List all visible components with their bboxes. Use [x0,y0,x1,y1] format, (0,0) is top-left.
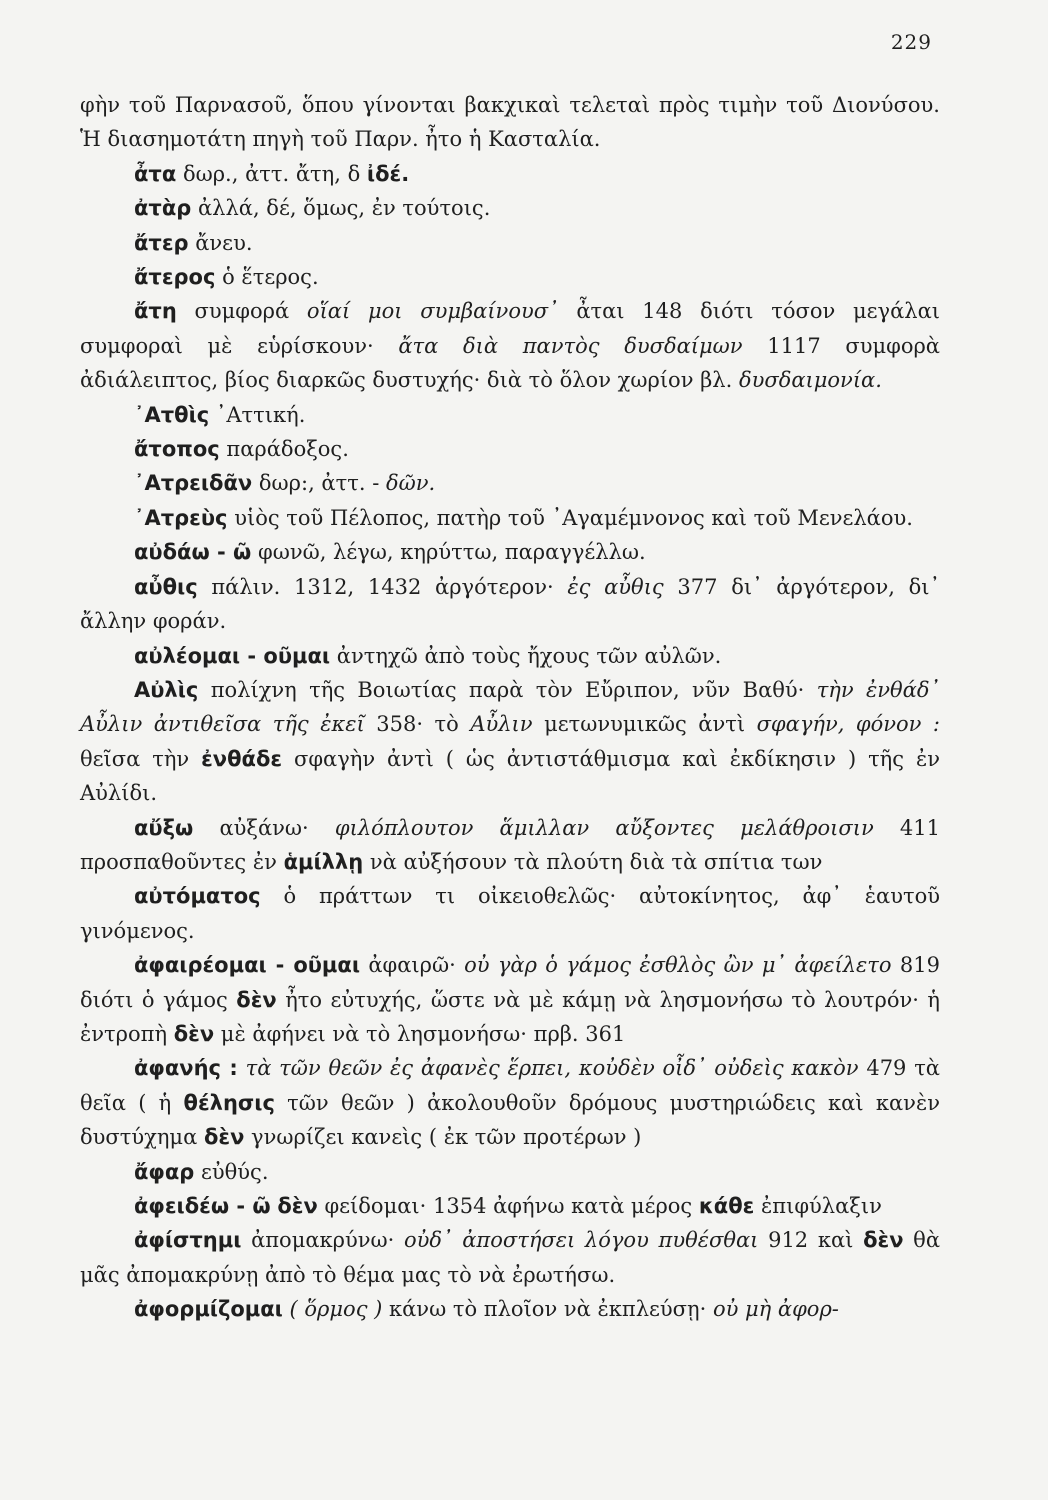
dictionary-entry [80,432,940,466]
entry-text: γνωρίζει κανεὶς ( ἐκ τῶν προτέρων ) [244,1125,642,1150]
entry-quotation: ἄτα διὰ παντὸς δυσδαίμων [398,333,743,358]
entry-text: 479 τὰ θεῖα ( ἡ [80,1056,940,1115]
entry-headword: ᾽Ατθὶς [134,402,210,427]
entry-headword: ἀφίστημι [134,1228,242,1253]
entry-text: ἀλλά, δέ, ὅμως, ἐν τούτοις. [191,196,491,221]
entry-text: υἱὸς τοῦ Πέλοπος, πατὴρ τοῦ ᾽Αγαμέμνονος καὶ τοῦ Μενελάου. [227,505,913,530]
entry-quotation: Αὖλιν [470,712,533,737]
dictionary-entry [80,570,940,639]
dictionary-entry [80,398,940,432]
entry-headword: ᾽Ατρειδᾶν [134,471,253,496]
entry-continuation [80,88,940,157]
entry-text: ᾽Αττική. [209,402,306,427]
dictionary-entry [80,1051,940,1154]
entry-headword: αὔξω [134,815,194,840]
entry-text: θεῖσα τὴν [80,746,202,771]
entry-headword: ἀφανής : [134,1056,238,1081]
entry-quotation: οὐ μὴ ἀφορ- [712,1297,839,1322]
entry-text: νὰ αὐξήσουν τὰ πλούτη διὰ τὰ σπίτια των [363,849,823,874]
entry-text: θὰ μᾶς ἀπομακρύνῃ ἀπὸ τὸ θέμα μας τὸ νὰ ἐρωτήσω. [80,1228,941,1287]
entry-headword: ἄτη [134,299,177,324]
dictionary-entry [80,1155,940,1189]
dictionary-entry [80,294,940,397]
entry-text: ἄνευ. [188,230,253,255]
entry-text: δωρ:, ἀττ. - [252,471,386,496]
dictionary-entry [80,1223,940,1292]
entry-headword: ἄτοπος [134,437,220,462]
dictionary-entry [80,948,940,1051]
entry-quotation: δῶν. [385,471,436,496]
entry-quotation: ( ὅρμος ) [289,1297,383,1322]
entry-headword: αὐδάω - ῶ [134,540,252,565]
entry-text: 411 προσπαθοῦντες ἐν [80,815,940,874]
dictionary-entry [80,260,940,294]
entry-headword: αὐλέομαι - οῦμαι [134,643,331,668]
entry-quotation: οἵαί μοι συμβαίνουσ᾽ [306,299,559,324]
entry-emphasis: κάθε [698,1194,755,1218]
dictionary-entry [80,501,940,535]
dictionary-entry [80,191,940,225]
entry-text: 912 καὶ [758,1228,864,1253]
entry-text: πολίχνη τῆς Βοιωτίας παρὰ τὸν Εὔριπον, νῦν Βαθύ· [198,677,817,702]
entry-quotation: τὴν ἐνθάδ᾽ Αὖλιν ἀντιθεῖσα τῆς ἐκεῖ [80,677,940,737]
entry-text: ὁ πράττων τι οἰκειοθελῶς· αὐτοκίνητος, ἀφ᾽ ἑαυτοῦ γινόμενος. [80,884,940,943]
entry-emphasis: δὲν [863,1228,904,1253]
entry-text: φὴν τοῦ Παρνασοῦ, ὅπου γίνονται βακχικαὶ τελεταὶ πρὸς τιμὴν τοῦ Διονύσου. Ἡ διασημοτάτη πηγὴ τοῦ Παρν. ἦτο ἡ Κασταλία. [80,93,940,152]
entry-emphasis: θέλησις [183,1090,275,1115]
entry-headword: ᾽Ατρεὺς [134,505,228,530]
entry-text: κάνω τὸ πλοῖον νὰ ἐκπλεύσῃ· [382,1297,713,1322]
dictionary-entry [80,157,940,191]
entry-text: ἀφαιρῶ· [360,953,465,978]
entry-text: φείδομαι· 1354 ἀφήνω κατὰ μέρος [317,1194,699,1218]
entry-emphasis: δὲν [173,1021,215,1046]
entry-headword: ἄτερος [134,265,216,290]
entry-text: σφαγὴν ἀντὶ ( ὡς ἀντιστάθμισμα καὶ ἐκδίκησιν ) τῆς ἐν Αὐλίδι. [80,746,940,806]
entry-text [283,1297,290,1321]
dictionary-entry [80,535,940,569]
entry-text: μὲ ἀφήνει νὰ τὸ λησμονήσω· πρβ. 361 [214,1021,626,1046]
entry-text: συμφορά [176,299,307,324]
entry-quotation: σφαγήν, φόνον : [756,712,941,737]
entry-text: ὁ ἕτερος. [215,265,319,290]
entry-emphasis: δὲν [277,1194,318,1218]
dictionary-entry [80,466,940,500]
entry-text: 1117 συμφορὰ ἀδιάλειπτος, βίος διαρκῶς δυστυχής· διὰ τὸ ὅλον χωρίον βλ. [80,333,940,393]
entry-headword: ἄφαρ [134,1159,195,1184]
entry-headword: αὐτόματος [134,884,261,909]
entry-headword: ἆτα [134,161,177,186]
entry-text: 819 διότι ὁ γάμος [80,953,940,1012]
entry-headword: ἀφειδέω - ῶ [134,1194,271,1218]
entry-emphasis: ἁμίλλῃ [283,849,364,874]
entry-text: τῶν θεῶν ) ἀκολουθοῦν δρόμους μυστηριώδεις καὶ κανὲν δυστύχημα [80,1090,940,1150]
entry-text: μετωνυμικῶς ἀντὶ [532,712,757,737]
entry-text [238,1056,246,1080]
entry-emphasis: ἰδέ. [366,161,410,186]
entry-quotation: τὰ τῶν θεῶν ἐς ἀφανὲς ἕρπει, κοὐδὲν οἶδ᾽ οὐδεὶς κακὸν [245,1056,859,1081]
entry-text: 358· τὸ [364,712,471,737]
entry-quotation: δυσδαιμονία. [738,368,882,393]
entry-text: ἆται 148 διότι τόσον μεγάλαι συμφοραὶ μὲ εὑρίσκουν· [80,299,940,358]
dictionary-entry [80,811,940,880]
dictionary-entry [80,226,940,260]
page-number: 229 [890,30,932,54]
dictionary-entry [80,1189,940,1223]
entry-text: ἦτο εὐτυχής, ὥστε νὰ μὲ κάμῃ νὰ λησμονήσω τὸ λουτρόν· ἡ ἐντροπὴ [80,987,941,1046]
entry-headword: ἀφορμίζομαι [134,1297,283,1322]
entry-text: αὐξάνω· [193,815,335,840]
entry-headword: Αὐλὶς [134,677,199,702]
entry-emphasis: δὲν [203,1125,245,1150]
entry-text: πάλιν. 1312, 1432 ἀργότερον· [197,574,568,599]
dictionary-entry [80,673,940,811]
entry-text: παράδοξος. [219,437,349,462]
entry-headword: αὖθις [134,574,198,599]
dictionary-entry [80,639,940,673]
entry-text: φωνῶ, λέγω, κηρύττω, παραγγέλλω. [251,540,646,565]
entry-text: εὐθύς. [194,1159,269,1184]
entry-quotation: φιλόπλουτον ἅμιλλαν αὔξοντες μελάθροισιν [334,815,874,840]
entry-text: 377 δι᾽ ἀργότερον, δι᾽ ἄλλην φοράν. [80,574,941,634]
entry-emphasis: ἐνθάδε [201,746,283,771]
book-page [80,0,940,1500]
entry-text: δωρ., ἀττ. ἄτη, δ [176,161,367,186]
entry-emphasis: δὲν [236,987,277,1012]
dictionary-entries [80,88,940,1327]
entry-text: ἐπιφύλαξιν [754,1194,882,1218]
entry-headword: ἄτερ [134,230,189,255]
dictionary-entry [80,879,940,948]
entry-text: ἀντηχῶ ἀπὸ τοὺς ἤχους τῶν αὐλῶν. [330,643,722,668]
entry-quotation: οὐ γὰρ ὁ γάμος ἐσθλὸς ὢν μ᾽ ἀφείλετο [464,953,892,978]
entry-quotation: οὐδ᾽ ἀποστήσει λόγου πυθέσθαι [404,1228,759,1253]
entry-headword: ἀφαιρέομαι - οῦμαι [134,953,360,978]
entry-text: ἀπομακρύνω· [241,1228,405,1253]
entry-quotation: ἐς αὖθις [567,574,664,599]
entry-headword: ἀτὰρ [134,196,192,221]
dictionary-entry [80,1292,940,1326]
